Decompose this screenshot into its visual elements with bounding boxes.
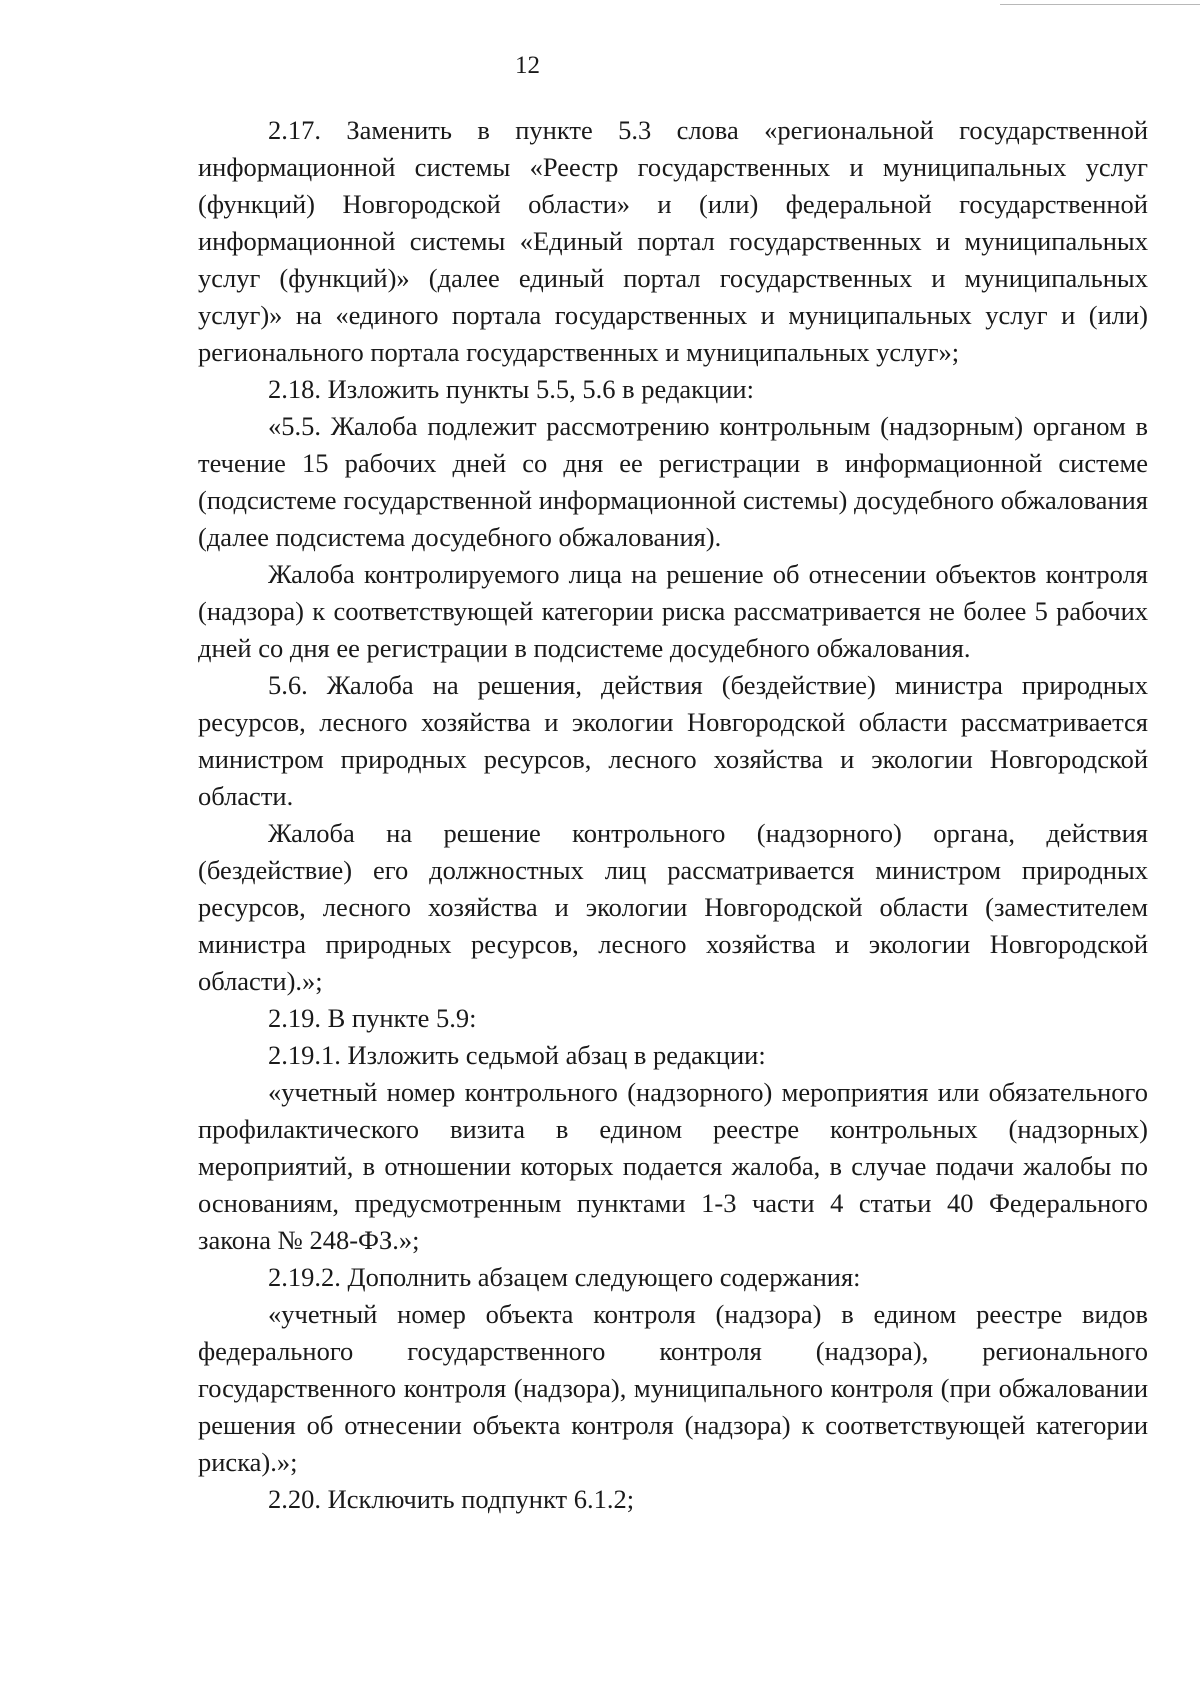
- paragraph-2-19-1: 2.19.1. Изложить седьмой абзац в редакции:: [268, 1040, 766, 1070]
- paragraph-5-5-risk: Жалоба контролируемого лица на решение об отнесении объектов контроля (надзора) к соответствующей категории риска рассматривается не более 5 рабочих дней со дня ее регистрации в подсистеме досудебного обжалования.: [198, 559, 1148, 663]
- page-number: 12: [515, 52, 540, 79]
- paragraph-2-20: 2.20. Исключить подпункт 6.1.2;: [268, 1484, 635, 1514]
- scan-edge-line: [1000, 4, 1200, 5]
- paragraph-2-18: 2.18. Изложить пункты 5.5, 5.6 в редакции:: [268, 374, 754, 404]
- paragraph-5-5: «5.5. Жалоба подлежит рассмотрению контрольным (надзорным) органом в течение 15 рабочих дней со дня ее регистрации в информационной системе (подсистеме государственной информационной системы) досудебного обжалования (далее подсистема досудебного обжалования).: [198, 411, 1148, 552]
- paragraph-2-19: 2.19. В пункте 5.9:: [268, 1003, 477, 1033]
- paragraph-2-19-2: 2.19.2. Дополнить абзацем следующего содержания:: [268, 1262, 861, 1292]
- paragraph-5-6-officials: Жалоба на решение контрольного (надзорного) органа, действия (бездействие) его должностных лиц рассматривается министром природных ресурсов, лесного хозяйства и экологии Новгородской области (заместителем министра природных ресурсов, лесного хозяйства и экологии Новгородской области).»;: [198, 818, 1148, 996]
- paragraph-5-6: 5.6. Жалоба на решения, действия (бездействие) министра природных ресурсов, лесного хозяйства и экологии Новгородской области рассматривается министром природных ресурсов, лесного хозяйства и экологии Новгородской области.: [198, 670, 1148, 811]
- paragraph-2-17: 2.17. Заменить в пункте 5.3 слова «региональной государственной информационной системы «Реестр государственных и муниципальных услуг (функций) Новгородской области» и (или) федеральной государственной информационной системы «Единый портал государственных и муниципальных услуг (функций)» (далее единый портал государственных и муниципальных услуг)» на «единого портала государственных и муниципальных услуг и (или) регионального портала государственных и муниципальных услуг»;: [198, 115, 1148, 367]
- paragraph-2-19-1-text: «учетный номер контрольного (надзорного) мероприятия или обязательного профилактического визита в едином реестре контрольных (надзорных) мероприятий, в отношении которых подается жалоба, в случае подачи жалобы по основаниям, предусмотренным пунктами 1-3 части 4 статьи 40 Федерального закона № 248-ФЗ.»;: [198, 1077, 1148, 1255]
- document-body: [198, 112, 1148, 1518]
- paragraph-2-19-2-text: «учетный номер объекта контроля (надзора) в едином реестре видов федерального государственного контроля (надзора), регионального государственного контроля (надзора), муниципального контроля (при обжаловании решения об отнесении объекта контроля (надзора) к соответствующей категории риска).»;: [198, 1299, 1148, 1477]
